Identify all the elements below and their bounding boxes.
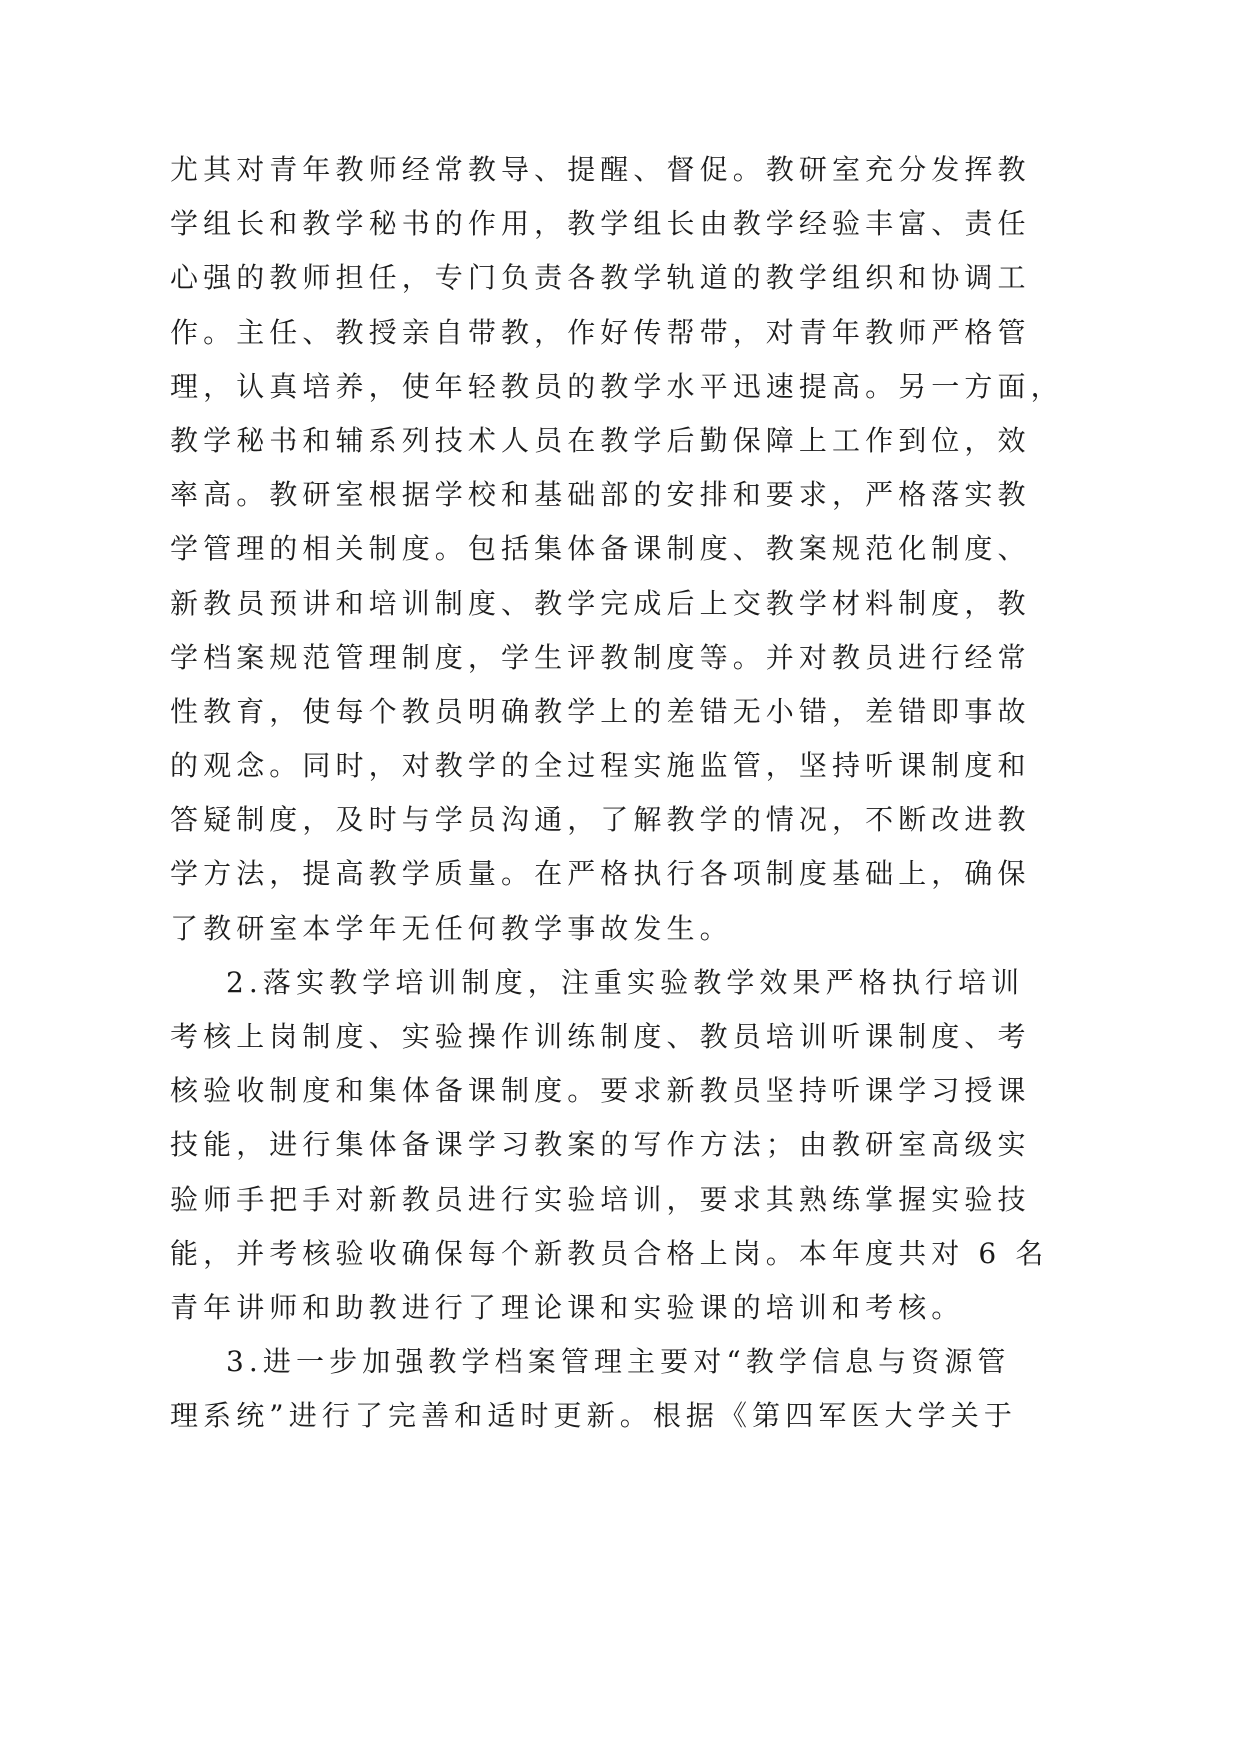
text-line: 学档案规范管理制度，学生评教制度等。并对教员进行经常 <box>170 640 1031 674</box>
paragraph-start-line: 3.进一步加强教学档案管理主要对“教学信息与资源管 <box>226 1345 1011 1379</box>
text-line: 的观念。同时，对教学的全过程实施监管，坚持听课制度和 <box>170 749 1031 783</box>
document-body <box>170 143 1064 1444</box>
text-line: 新教员预讲和培训制度、教学完成后上交教学材料制度，教 <box>170 586 1031 620</box>
text-line: 作。主任、教授亲自带教，作好传帮带，对青年教师严格管 <box>170 315 1031 349</box>
text-line: 教学秘书和辅系列技术人员在教学后勤保障上工作到位，效 <box>170 423 1031 457</box>
text-line: 考核上岗制度、实验操作训练制度、教员培训听课制度、考 <box>170 1020 1031 1053</box>
text-line: 学管理的相关制度。包括集体备课制度、教案规范化制度、 <box>170 532 1031 566</box>
text-line: 了教研室本学年无任何教学事故发生。 <box>170 911 733 945</box>
text-line: 能，并考核验收确保每个新教员合格上岗。本年度共对 6 名 <box>170 1236 1049 1270</box>
text-line: 学组长和教学秘书的作用，教学组长由教学经验丰富、责任 <box>170 207 1031 241</box>
text-line: 技能，进行集体备课学习教案的写作方法；由教研室高级实 <box>170 1128 1031 1162</box>
text-line: 心强的教师担任，专门负责各教学轨道的教学组织和协调工 <box>170 261 1031 295</box>
text-line: 验师手把手对新教员进行实验培训，要求其熟练掌握实验技 <box>170 1182 1031 1216</box>
text-line: 理，认真培养，使年轻教员的教学水平迅速提高。另一方面， <box>170 369 1064 403</box>
text-line: 率高。教研室根据学校和基础部的安排和要求，严格落实教 <box>170 478 1031 512</box>
text-line: 答疑制度，及时与学员沟通，了解教学的情况，不断改进教 <box>170 803 1031 837</box>
text-line: 尤其对青年教师经常教导、提醒、督促。教研室充分发挥教 <box>170 153 1031 186</box>
text-line: 学方法，提高教学质量。在严格执行各项制度基础上，确保 <box>170 857 1031 891</box>
paragraph-start-line: 2.落实教学培训制度，注重实验教学效果严格执行培训 <box>226 965 1025 999</box>
text-line: 性教育，使每个教员明确教学上的差错无小错，差错即事故 <box>170 694 1031 728</box>
text-line: 核验收制度和集体备课制度。要求新教员坚持听课学习授课 <box>170 1074 1031 1108</box>
text-line: 理系统”进行了完善和适时更新。根据《第四军医大学关于 <box>170 1399 1017 1433</box>
text-line: 青年讲师和助教进行了理论课和实验课的培训和考核。 <box>170 1290 965 1324</box>
